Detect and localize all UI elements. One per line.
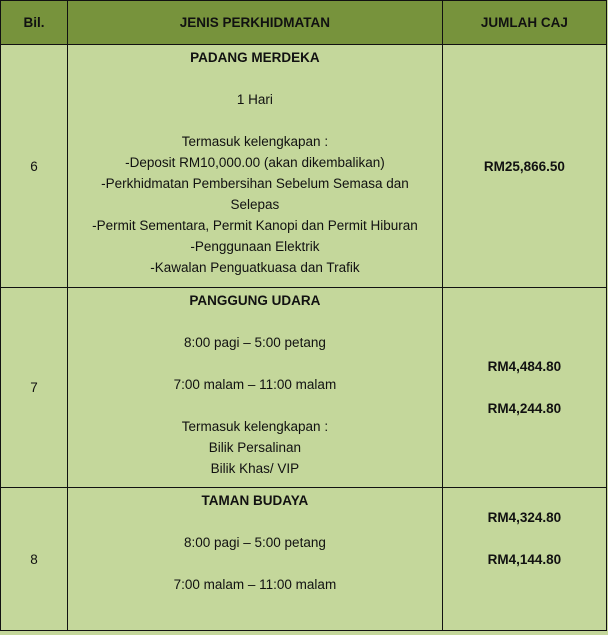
service-cell	[68, 45, 443, 288]
include-item: -Perkhidmatan Pembersihan Sebelum Semasa dan	[101, 176, 409, 191]
includes-label: Termasuk kelengkapan :	[181, 134, 329, 149]
service-title: TAMAN BUDAYA	[201, 493, 309, 508]
row-number: 6	[1, 45, 68, 288]
charge-amount: RM4,144.80	[487, 552, 562, 567]
charge-amount: RM4,324.80	[487, 510, 562, 525]
charge-amount: RM4,484.80	[487, 359, 562, 374]
charge-cell	[442, 288, 606, 488]
service-cell	[68, 288, 443, 488]
service-title: PADANG MERDEKA	[190, 50, 320, 65]
charge-amount: RM25,866.50	[483, 158, 565, 174]
table-row	[1, 45, 607, 288]
charge-cell	[442, 488, 606, 631]
charge-amount: RM4,244.80	[487, 401, 562, 416]
session-time: 8:00 pagi – 5:00 petang	[183, 535, 326, 550]
includes-label: Termasuk kelengkapan :	[181, 419, 329, 434]
include-item: Bilik Persalinan	[208, 440, 302, 455]
header-row	[1, 1, 607, 45]
include-item: Bilik Khas/ VIP	[210, 461, 300, 476]
include-item: -Kawalan Penguatkuasa dan Trafik	[150, 260, 360, 275]
include-item: -Permit Sementara, Permit Kanopi dan Permit Hiburan	[92, 218, 418, 233]
service-cell	[68, 488, 443, 631]
charge-cell	[442, 45, 606, 288]
service-title: PANGGUNG UDARA	[189, 293, 321, 308]
include-item: Selepas	[230, 197, 280, 212]
row-number: 7	[1, 288, 68, 488]
table-row	[1, 288, 607, 488]
include-item: -Penggunaan Elektrik	[190, 239, 320, 254]
header-bil: Bil.	[1, 1, 68, 45]
session-time: 7:00 malam – 11:00 malam	[173, 577, 337, 592]
header-charge: JUMLAH CAJ	[442, 1, 606, 45]
session-time: 7:00 malam – 11:00 malam	[173, 377, 337, 392]
service-duration: 1 Hari	[236, 92, 273, 107]
header-service: JENIS PERKHIDMATAN	[68, 1, 443, 45]
row-number: 8	[1, 488, 68, 631]
session-time: 8:00 pagi – 5:00 petang	[183, 335, 326, 350]
table-row	[1, 488, 607, 631]
include-item: -Deposit RM10,000.00 (akan dikembalikan)	[125, 155, 385, 170]
